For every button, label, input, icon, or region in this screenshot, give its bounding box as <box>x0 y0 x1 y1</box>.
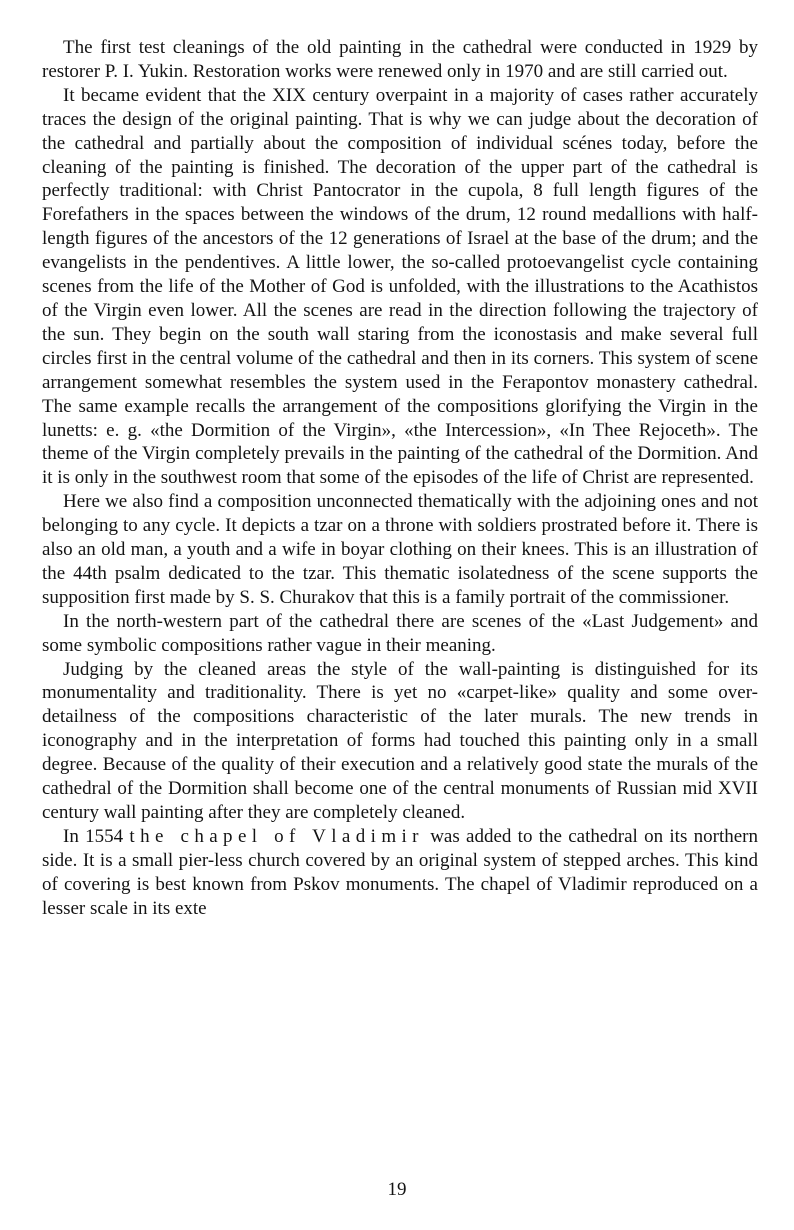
paragraph-overpaint-decoration: It became evident that the XIX century overpaint in a majority of cases rather accurately traces the design of the original painting. That is why we can judge about the decoration of the cathedral and partially about the composition of individual scénes today, before the cleaning of the painting is finished. The decoration of the upper part of the cathedral is perfectly traditional: with Christ Pantocrator in the cupola, 8 full length figures of the Forefathers in the spaces between the windows of the drum, 12 round medallions with half-length figures of the ancestors of the 12 generations of Israel at the base of the drum; and the evangelists in the pendentives. A little lower, the so-called protoevangelist cycle containing scenes from the life of the Mother of God is unfolded, with the illustrations to the Acathistos of the Virgin even lower. All the scenes are read in the direction following the trajectory of the sun. They begin on the south wall staring from the iconostasis and make several full circles first in the central volume of the cathedral and then in its corners. This system of scene arrangement somewhat resembles the system used in the Ferapontov monastery cathedral. The same example recalls the arrangement of the compositions glorifying the Virgin in the lunetts: e. g. «the Dormition of the Virgin», «the Intercession», «In Thee Rejoceth». The theme of the Virgin completely prevails in the painting of the cathedral of the Dormition. And it is only in the southwest room that some of the episodes of the life of Christ are represented. <box>42 84 758 489</box>
chapel-spaced-name: the chapel of Vladimir <box>129 825 424 847</box>
page-number: 19 <box>387 1179 407 1200</box>
paragraph-chapel-of-vladimir <box>42 825 758 921</box>
paragraph-style: Judging by the cleaned areas the style of the wall-painting is distinguished for its monumentality and traditionality. There is yet no «carpet-like» quality and some over-detailness of the compositions characteristic of the later murals. The new trends in iconography and in the interpretation of forms had touched this painting only in a small degree. Because of the quality of their execution and a relatively good state the murals of the cathedral of the Dormition shall become one of the central monuments of Russian mid XVII century wall painting after they are completely cleaned. <box>42 658 758 823</box>
chapel-rest-text: was added to the cathedral on its northern side. It is a small pier-less church covered by an original system of stepped arches. This kind of covering is best known from Pskov monuments. The chapel of Vladimir reproduced on a lesser scale in its exte <box>42 825 758 919</box>
page-body <box>42 36 758 921</box>
paragraph-test-cleanings: The first test cleanings of the old painting in the cathedral were conducted in 1929 by restorer P. I. Yukin. Restoration works were renewed only in 1970 and are still carried out. <box>42 37 758 82</box>
chapel-lead-text: In 1554 <box>63 825 130 847</box>
paragraph-tzar-composition: Here we also find a composition unconnected thematically with the adjoining ones and not belonging to any cycle. It depicts a tzar on a throne with soldiers prostrated before it. There is also an old man, a youth and a wife in boyar clothing on their knees. This is an illustration of the 44th psalm dedicated to the tzar. This thematic isolatedness of the scene supports the supposition first made by S. S. Churakov that this is a family portrait of the commissioner. <box>42 491 758 608</box>
paragraph-last-judgement: In the north-western part of the cathedral there are scenes of the «Last Judgement» and some symbolic compositions rather vague in their meaning. <box>42 610 758 656</box>
